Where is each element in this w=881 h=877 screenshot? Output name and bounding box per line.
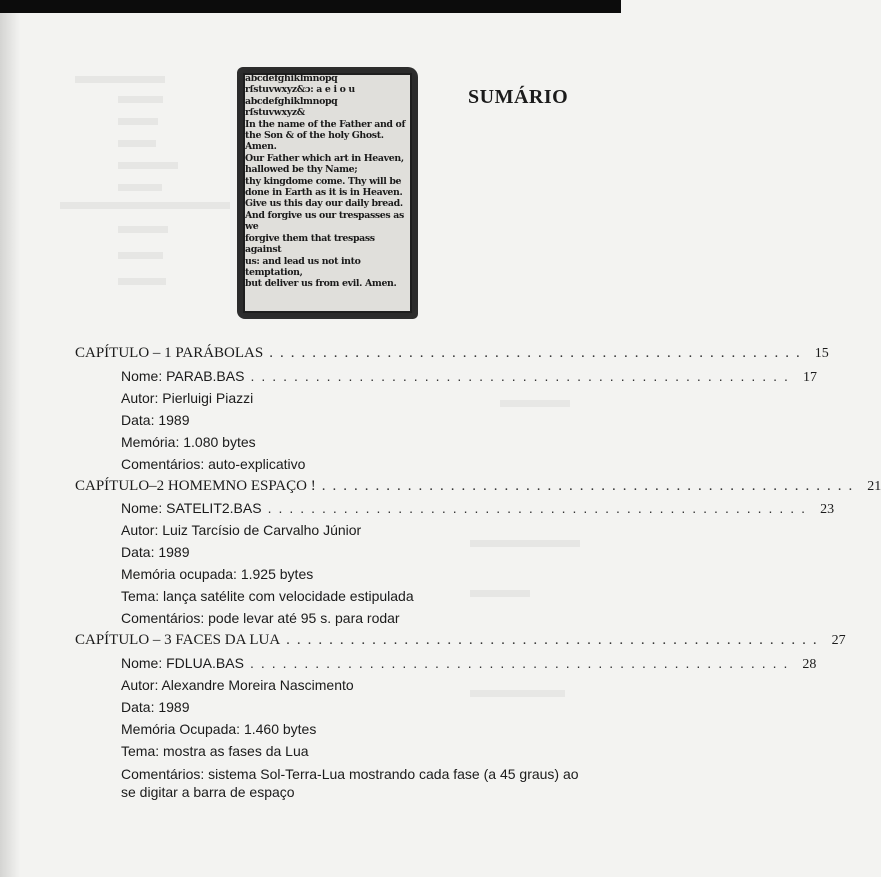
chapter-2-comentarios: Comentários: pode levar até 95 s. para rodar xyxy=(121,610,400,626)
chapter-3-nome: Nome: FDLUA.BAS xyxy=(121,655,244,671)
chapter-1-comentarios: Comentários: auto-explicativo xyxy=(121,456,306,472)
chapter-2-autor: Autor: Luiz Tarcísio de Carvalho Júnior xyxy=(121,522,362,538)
chapter-1-file-line[interactable] xyxy=(121,368,817,386)
chapter-2-file-page: 23 xyxy=(820,502,835,517)
chapter-2-data: Data: 1989 xyxy=(121,544,190,560)
chapter-2-title: CAPÍTULO–2 HOMEMNO ESPAÇO ! xyxy=(75,478,316,494)
dot-leader: .................................................. xyxy=(286,632,824,648)
chapter-3-page: 27 xyxy=(831,633,846,648)
dot-leader: .................................................. xyxy=(249,655,795,671)
chapter-3-comentarios: Comentários: sistema Sol-Terra-Lua mostrando cada fase (a 45 graus) ao se digitar a barra de espaço xyxy=(121,766,579,800)
chapter-3-file-page: 28 xyxy=(802,657,817,672)
chapter-1-page: 15 xyxy=(814,346,829,361)
chapter-2-memoria: Memória ocupada: 1.925 bytes xyxy=(121,566,314,582)
chapter-1-title: CAPÍTULO – 1 PARÁBOLAS xyxy=(75,345,264,361)
chapter-2-line[interactable] xyxy=(75,478,881,495)
chapter-3-data: Data: 1989 xyxy=(121,699,190,715)
chapter-2-nome: Nome: SATELIT2.BAS xyxy=(121,500,262,516)
chapter-3-line[interactable] xyxy=(75,632,846,649)
chapter-3-autor: Autor: Alexandre Moreira Nascimento xyxy=(121,677,354,693)
blackletter-text: abcdefghiklmnopq rſstuvwxyz&ɔ: a e i o u abcdefghiklmnopq rſstuvwxyz& In the name of the Father and of the Son & of the holy Ghost. Amen. Our Father which art in Heaven, hallowed be thy Name; thy kingdome come. Thy will be done in Earth as it is in Heaven. Give us this day our daily bread. And forgive us our trespasses as we forgive them that trespass against us: and lead us not into temptation, but deliver us from evil. Amen. xyxy=(245,73,406,290)
chapter-1-line[interactable] xyxy=(75,345,829,362)
dot-leader: .................................................. xyxy=(250,368,795,384)
chapter-1-memoria: Memória: 1.080 bytes xyxy=(121,434,256,450)
dot-leader: .................................................. xyxy=(269,345,807,361)
chapter-3-file-line[interactable] xyxy=(121,655,817,673)
chapter-1-nome: Nome: PARAB.BAS xyxy=(121,368,245,384)
dot-leader: .................................................. xyxy=(267,500,813,516)
chapter-2-tema: Tema: lança satélite com velocidade estipulada xyxy=(121,588,414,604)
chapter-1-data: Data: 1989 xyxy=(121,412,190,428)
chapter-2-page: 21 xyxy=(867,479,881,494)
blackletter-hornbook-illustration xyxy=(237,67,418,319)
scan-left-shadow xyxy=(0,13,20,877)
chapter-1-file-page: 17 xyxy=(802,370,817,385)
chapter-1-autor: Autor: Pierluigi Piazzi xyxy=(121,390,254,406)
dot-leader: .................................................. xyxy=(321,478,860,494)
chapter-3-memoria: Memória Ocupada: 1.460 bytes xyxy=(121,721,317,737)
scan-top-edge xyxy=(0,0,621,13)
chapter-2-file-line[interactable] xyxy=(121,500,835,518)
page-title: SUMÁRIO xyxy=(468,86,569,108)
chapter-3-tema: Tema: mostra as fases da Lua xyxy=(121,743,309,759)
chapter-3-title: CAPÍTULO – 3 FACES DA LUA xyxy=(75,632,281,648)
